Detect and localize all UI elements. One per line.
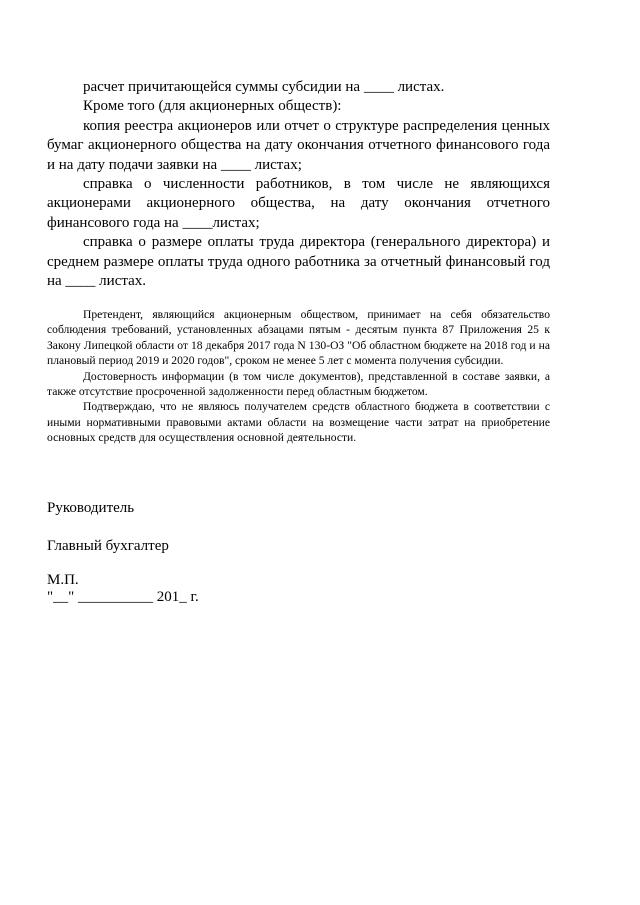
obligation-paragraph: Претендент, являющийся акционерным обществом, принимает на себя обязательство соблюдения требований, установленных абзацами пятым - десятым пункта 87 Приложения 25 к Закону Липецкой области от 18 декабря 2017 года N 130-ОЗ "Об областном бюджете на 2018 год и на плановый период 2019 и 2020 годов", сроком не менее 5 лет с момента получения субсидии. <box>47 308 550 368</box>
signature-head-label: Руководитель <box>47 500 135 516</box>
date-line: "__" __________ 201_ г. <box>47 589 199 605</box>
signature-accountant-label: Главный бухгалтер <box>47 538 169 554</box>
attachment-subsidy-calculation: расчет причитающейся суммы субсидии на ____ листах. <box>83 79 445 95</box>
attachment-salary-info: справка о размере оплаты труда директора (генерального директора) и среднем размере оплаты труда одного работника за отчетный финансовый год на ____ листах. <box>47 234 550 290</box>
obligations-section <box>47 307 550 446</box>
attachment-shareholder-registry: копия реестра акционеров или отчет о структуре распределения ценных бумаг акционерного общества на дату окончания отчетного финансового года и на дату подачи заявки на ____ листах; <box>47 117 550 173</box>
confirmation-paragraph: Подтверждаю, что не являюсь получателем средств областного бюджета в соответствии с иными нормативными правовыми актами области на возмещение части затрат на приобретение основных средств для осуществления основной деятельности. <box>47 400 550 445</box>
attachment-employee-count: справка о численности работников, в том числе не являющихся акционерами акционерного общества, на дату окончания отчетного финансового года на ____листах; <box>47 176 550 231</box>
reliability-paragraph: Достоверность информации (в том числе документов), представленной в составе заявки, а также отсутствие просроченной задолженности перед областным бюджетом. <box>47 369 550 399</box>
stamp-label: М.П. <box>47 572 79 588</box>
joint-stock-note: Кроме того (для акционерных обществ): <box>83 98 342 115</box>
attachments-list <box>47 78 550 291</box>
